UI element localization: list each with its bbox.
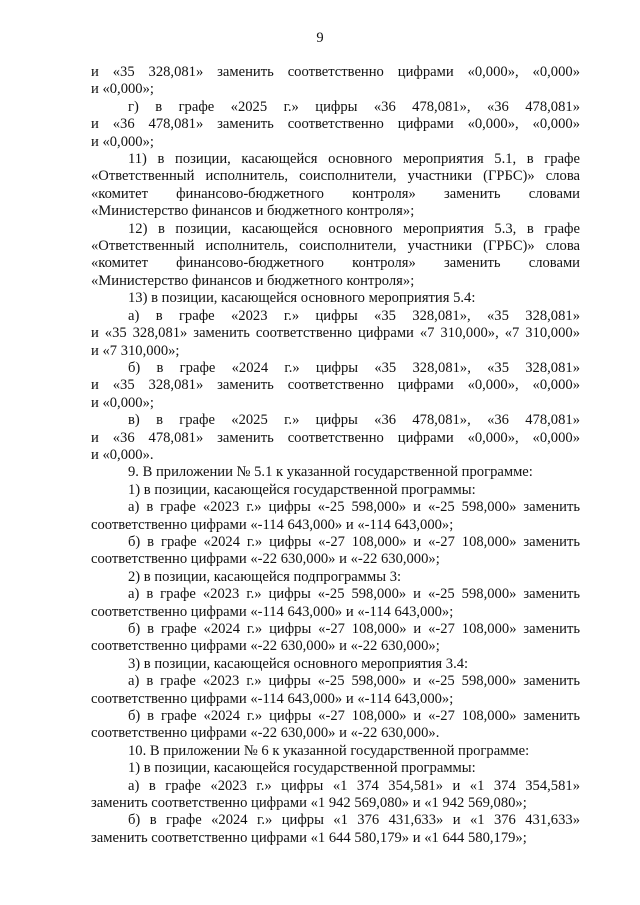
text-line: б) в графе «2024 г.» цифры «1 376 431,633» и «1 376 431,633» [128, 812, 580, 829]
text-line: соответственно цифрами «-114 643,000» и «-114 643,000»; [91, 690, 454, 707]
text-line: 13) в позиции, касающейся основного мероприятия 5.4: [128, 290, 476, 307]
text-line: и «7 310,000»; [91, 342, 180, 359]
text-line: б) в графе «2024 г.» цифры «-27 108,000» и «-27 108,000» заменить [128, 621, 580, 637]
text-line: г) в графе «2025 г.» цифры «36 478,081», «36 478,081» [128, 98, 580, 115]
text-line: «Ответственный исполнитель, соисполнители, участники (ГРБС)» слова [91, 168, 580, 185]
text-line: соответственно цифрами «-114 643,000» и «-114 643,000»; [91, 516, 454, 533]
text-line: а) в графе «2023 г.» цифры «-25 598,000» и «-25 598,000» заменить [128, 673, 580, 690]
text-line: 12) в позиции, касающейся основного мероприятия 5.3, в графе [128, 220, 580, 237]
text-line: соответственно цифрами «-22 630,000» и «-22 630,000». [91, 725, 440, 742]
document-body [91, 64, 580, 847]
text-line: и «35 328,081» заменить соответственно цифрами «7 310,000», «7 310,000» [91, 325, 580, 342]
text-line: и «0,000»; [91, 394, 154, 411]
text-line: 1) в позиции, касающейся государственной программы: [128, 760, 476, 777]
page-number: 9 [316, 30, 324, 46]
text-line: «комитет финансово-бюджетного контроля» заменить словами [91, 255, 580, 272]
text-line: и «36 478,081» заменить соответственно цифрами «0,000», «0,000» [91, 116, 580, 133]
text-line: 2) в позиции, касающейся подпрограммы 3: [128, 568, 402, 585]
text-line: заменить соответственно цифрами «1 644 580,179» и «1 644 580,179»; [91, 829, 527, 846]
text-line: 11) в позиции, касающейся основного мероприятия 5.1, в графе [128, 151, 580, 168]
text-line: б) в графе «2024 г.» цифры «35 328,081», «35 328,081» [128, 359, 580, 376]
text-line: и «0,000»; [91, 133, 154, 150]
text-line: соответственно цифрами «-22 630,000» и «-22 630,000»; [91, 638, 440, 655]
text-line: а) в графе «2023 г.» цифры «35 328,081», «35 328,081» [128, 307, 580, 324]
text-line: и «35 328,081» заменить соответственно цифрами «0,000», «0,000» [91, 377, 580, 394]
text-line: и «36 478,081» заменить соответственно цифрами «0,000», «0,000» [91, 429, 580, 446]
text-line: соответственно цифрами «-22 630,000» и «-22 630,000»; [91, 551, 440, 568]
text-line: 10. В приложении № 6 к указанной государственной программе: [128, 742, 530, 759]
text-line: в) в графе «2025 г.» цифры «36 478,081», «36 478,081» [128, 412, 580, 429]
text-line: а) в графе «2023 г.» цифры «1 374 354,581» и «1 374 354,581» [128, 777, 580, 794]
text-line: и «35 328,081» заменить соответственно цифрами «0,000», «0,000» [91, 64, 580, 80]
text-line: и «0,000». [91, 446, 154, 463]
text-line: а) в графе «2023 г.» цифры «-25 598,000» и «-25 598,000» заменить [128, 586, 580, 603]
text-line: заменить соответственно цифрами «1 942 569,080» и «1 942 569,080»; [91, 795, 527, 812]
text-line: «Министерство финансов и бюджетного контроля»; [91, 203, 415, 220]
text-line: «комитет финансово-бюджетного контроля» заменить словами [91, 185, 580, 202]
text-line: соответственно цифрами «-114 643,000» и «-114 643,000»; [91, 603, 454, 620]
text-line: 1) в позиции, касающейся государственной программы: [128, 481, 476, 498]
text-line: б) в графе «2024 г.» цифры «-27 108,000» и «-27 108,000» заменить [128, 708, 580, 725]
text-line: «Министерство финансов и бюджетного контроля»; [91, 272, 415, 289]
text-line: и «0,000»; [91, 81, 154, 98]
text-line: 9. В приложении № 5.1 к указанной государственной программе: [128, 464, 533, 481]
text-line: 3) в позиции, касающейся основного мероприятия 3.4: [128, 655, 469, 672]
text-line: б) в графе «2024 г.» цифры «-27 108,000» и «-27 108,000» заменить [128, 533, 580, 550]
text-line: а) в графе «2023 г.» цифры «-25 598,000» и «-25 598,000» заменить [128, 499, 580, 516]
text-line: «Ответственный исполнитель, соисполнители, участники (ГРБС)» слова [91, 238, 580, 255]
